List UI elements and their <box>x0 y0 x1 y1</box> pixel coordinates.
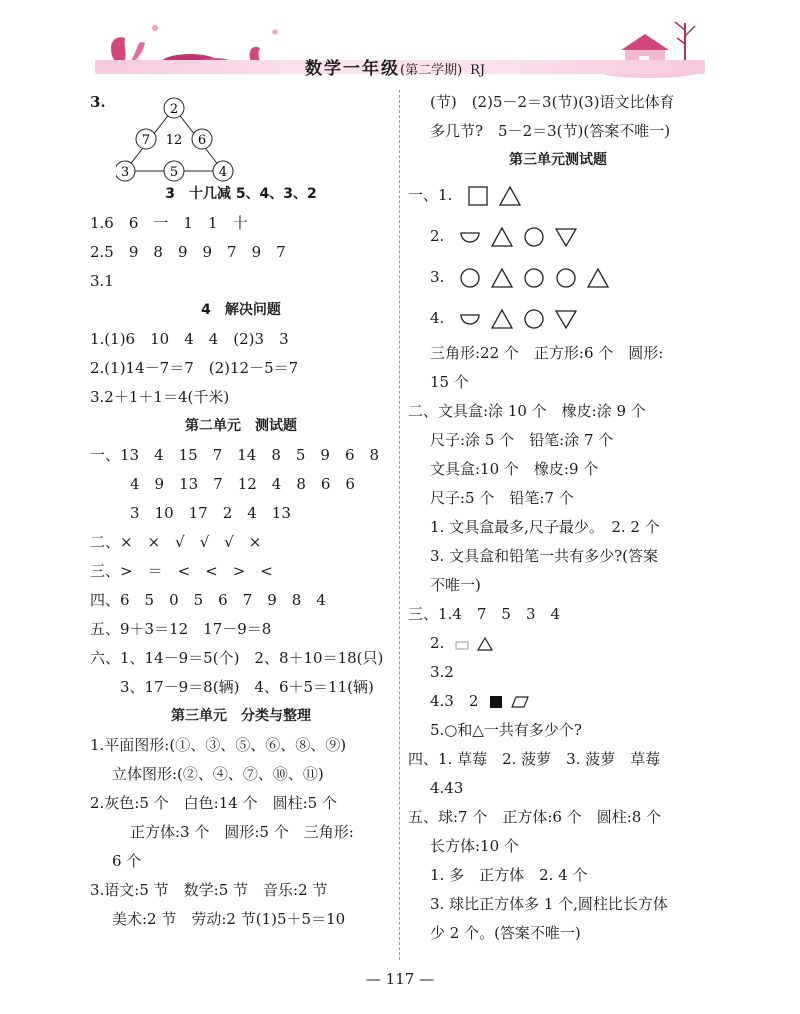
tri-mid-left: 7 <box>141 133 151 148</box>
answer-line: 三角形:22 个 正方形:6 个 圆形: <box>430 344 664 362</box>
answer-line: 三、> ＝ < < > < <box>90 562 273 580</box>
triangle-icon <box>490 308 514 330</box>
answer-line: 二、× × √ √ √ × <box>90 533 262 551</box>
answer-line: 三、1.4 7 5 3 4 <box>408 605 561 623</box>
answer-line: 尺子:5 个 铅笔:7 个 <box>430 489 574 507</box>
tri-bot-right: 4 <box>218 165 228 180</box>
section-heading: 3 十几减 5、4、3、2 <box>165 186 317 202</box>
answer-line: 文具盒:10 个 橡皮:9 个 <box>430 460 599 478</box>
circle-icon <box>522 226 546 248</box>
answer-line: 立体图形:(②、④、⑦、⑩、⑪) <box>112 765 324 783</box>
row-label: 3. <box>430 268 445 286</box>
shape-answer-row <box>408 257 708 298</box>
triangle-icon <box>490 267 514 289</box>
triangle-icon <box>477 637 493 651</box>
page-title: 数学一年级(第二学期) RJ <box>305 59 486 79</box>
tri-bot-mid: 5 <box>169 165 179 180</box>
square-icon <box>466 185 490 207</box>
answer-line: 四、6 5 0 5 6 7 9 8 4 <box>90 591 326 609</box>
answer-line: 2.(1)14－7＝7 (2)12－5＝7 <box>90 359 299 377</box>
answer-line: 1.平面图形:(①、③、⑤、⑥、⑧、⑨) <box>90 736 347 754</box>
answer-line: 4 9 13 7 12 4 8 6 6 <box>130 475 355 493</box>
answer-line: 1. 文具盒最多,尺子最少。 2. 2 个 <box>430 518 660 536</box>
triangle-icon <box>498 185 522 207</box>
row-label: 一、1. <box>408 186 453 204</box>
answer-line: (节) (2)5－2＝3(节)(3)语文比体育 <box>430 93 675 111</box>
answer-line: 正方体:3 个 圆形:5 个 三角形: <box>130 823 354 841</box>
answer-line: 3. 球比正方体多 1 个,圆柱比长方体 <box>430 895 668 913</box>
row-label: 2. <box>430 227 445 245</box>
answer-line: 少 2 个。(答案不唯一) <box>430 924 581 942</box>
column-divider <box>399 90 400 960</box>
answer-line: 美术:2 节 劳动:2 节(1)5＋5＝10 <box>112 910 346 928</box>
circle-icon <box>522 308 546 330</box>
answer-line: 3.2 <box>430 663 454 681</box>
answer-line: 1.6 6 一 1 1 十 <box>90 214 248 232</box>
shape-answer-row <box>408 216 708 257</box>
right-column <box>408 88 708 948</box>
section-heading: 第二单元 测试题 <box>185 418 297 434</box>
triangle-down-icon <box>554 226 578 248</box>
triangle-down-icon <box>554 308 578 330</box>
row-label: 4. <box>430 309 445 327</box>
answer-line: 15 个 <box>430 373 469 391</box>
answer-line: 3.语文:5 节 数学:5 节 音乐:2 节 <box>90 881 328 899</box>
answer-line: 六、1、14－9＝5(个) 2、8＋10＝18(只) <box>90 649 384 667</box>
semicircle-icon <box>458 308 482 330</box>
semicircle-icon <box>458 226 482 248</box>
answer-line: 多几节? 5－2＝3(节)(答案不唯一) <box>430 122 671 140</box>
tri-top: 2 <box>169 102 179 117</box>
answer-line: 2.5 9 8 9 9 7 9 7 <box>90 243 286 261</box>
number-triangle-diagram <box>116 94 266 182</box>
answer-line: 四、1. 草莓 2. 菠萝 3. 菠萝 草莓 <box>408 750 661 768</box>
answer-line: 5.○和△一共有多少个? <box>430 721 582 739</box>
shape-answer-row <box>408 298 708 339</box>
answer-line: 3 10 17 2 4 13 <box>130 504 291 522</box>
parallelogram-icon <box>511 696 529 708</box>
answer-line: 2. <box>408 629 708 658</box>
section-heading: 第三单元测试题 <box>509 152 607 168</box>
triangle-figure: 3. 2 7 12 6 3 5 4 <box>90 88 392 180</box>
answer-line: 4.43 <box>430 779 464 797</box>
left-column <box>90 88 392 934</box>
page-header <box>95 18 705 80</box>
small-rect-icon <box>455 638 469 650</box>
answer-line: 2.灰色:5 个 白色:14 个 圆柱:5 个 <box>90 794 337 812</box>
answer-line: 五、球:7 个 正方体:6 个 圆柱:8 个 <box>408 808 662 826</box>
answer-line: 长方体:10 个 <box>430 837 519 855</box>
tri-center: 12 <box>165 133 183 148</box>
answer-line: 4.3 2 <box>408 687 708 716</box>
circle-icon <box>554 267 578 289</box>
triangle-icon <box>490 226 514 248</box>
filled-square-icon <box>489 695 503 709</box>
circle-icon <box>458 267 482 289</box>
shape-answer-row <box>408 175 708 216</box>
answer-line: 五、9＋3＝12 17－9＝8 <box>90 620 272 638</box>
answer-line: 一、13 4 15 7 14 8 5 9 6 8 <box>90 446 380 464</box>
answer-line: 3.2＋1＋1＝4(千米) <box>90 388 230 406</box>
answer-line: 二、文具盒:涂 10 个 橡皮:涂 9 个 <box>408 402 646 420</box>
answer-line: 6 个 <box>112 852 142 870</box>
section-heading: 第三单元 分类与整理 <box>171 708 311 724</box>
answer-line: 尺子:涂 5 个 铅笔:涂 7 个 <box>430 431 614 449</box>
answer-line: 1. 多 正方体 2. 4 个 <box>430 866 588 884</box>
answer-line: 3. 文具盒和铅笔一共有多少?(答案 <box>430 547 658 565</box>
tri-bot-left: 3 <box>120 165 130 180</box>
answer-line: 1.(1)6 10 4 4 (2)3 3 <box>90 330 289 348</box>
triangle-icon <box>586 267 610 289</box>
answer-line: 3、17－9＝8(辆) 4、6＋5＝11(辆) <box>120 678 374 696</box>
tri-mid-right: 6 <box>197 133 207 148</box>
page-number: — 117 — <box>365 970 435 988</box>
section-heading: 4 解决问题 <box>201 302 281 318</box>
answer-line: 3.1 <box>90 272 114 290</box>
answer-line: 不唯一) <box>430 576 481 594</box>
circle-icon <box>522 267 546 289</box>
